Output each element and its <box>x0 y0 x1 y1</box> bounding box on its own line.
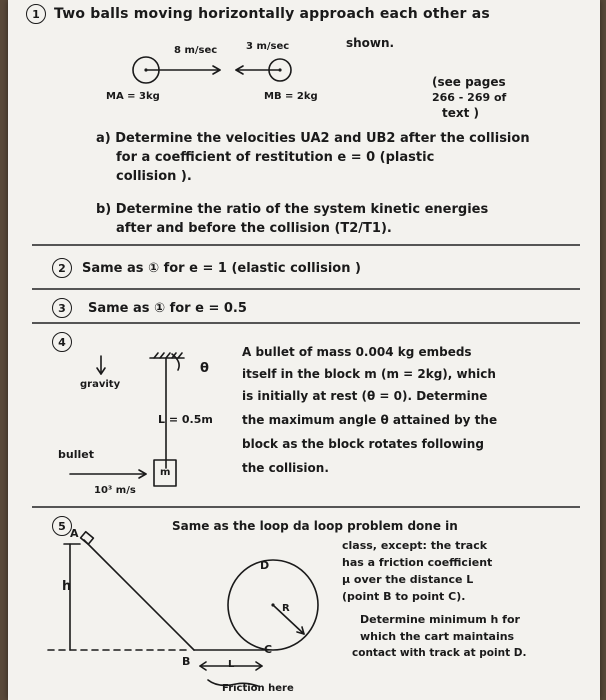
part-a-line-3: collision ). <box>116 169 192 184</box>
problem-2-number: 2 <box>52 258 72 278</box>
part-b-line-2: after and before the collision (T2/T1). <box>116 221 392 236</box>
divider-2 <box>32 288 580 290</box>
problem-5-line-8: contact with track at point D. <box>352 647 527 659</box>
problem-1-shown: shown. <box>346 36 395 50</box>
collision-diagram <box>8 0 600 120</box>
friction-label: Friction here <box>222 683 294 694</box>
mass-b-label: MB = 2kg <box>264 91 318 102</box>
worksheet-page <box>8 0 600 700</box>
bullet-label: bullet <box>58 448 94 461</box>
problem-4-line-3: is initially at rest (θ = 0). Determine <box>242 389 488 403</box>
speed-a-label: 8 m/sec <box>174 45 218 56</box>
length-label: L <box>228 659 235 670</box>
problem-5-line-3: has a friction coefficient <box>342 556 493 569</box>
speed-b-label: 3 m/sec <box>246 41 290 52</box>
problem-5-line-4: μ over the distance L <box>342 573 474 586</box>
point-c-label: C <box>264 643 273 656</box>
problem-1-number: 1 <box>26 4 46 24</box>
theta-label: θ <box>200 361 209 376</box>
problem-5-line-7: which the cart maintains <box>360 630 515 643</box>
problem-4-number: 4 <box>52 332 72 352</box>
point-d-label: D <box>260 559 270 572</box>
problem-4-line-2: itself in the block m (m = 2kg), which <box>242 367 496 381</box>
radius-label: R <box>282 603 290 614</box>
problem-1-title: Two balls moving horizontally approach each other as <box>54 6 490 22</box>
problem-5-line-6: Determine minimum h for <box>360 613 520 626</box>
mass-a-label: MA = 3kg <box>106 91 160 102</box>
pendulum-diagram <box>8 330 258 500</box>
incline-track <box>84 540 194 650</box>
block-mass-label: m <box>160 467 171 478</box>
divider-4 <box>32 506 580 508</box>
problem-3-text: Same as ① for e = 0.5 <box>88 301 247 316</box>
problem-5-line-2: class, except: the track <box>342 539 488 552</box>
see-pages-line-3: text ) <box>442 106 480 120</box>
point-b-label: B <box>182 655 191 668</box>
point-a-label: A <box>70 527 79 540</box>
gravity-label: gravity <box>80 379 121 390</box>
see-pages-line-1: (see pages <box>432 75 506 89</box>
rod-length-label: L = 0.5m <box>158 413 213 426</box>
problem-4-line-5: block as the block rotates following <box>242 437 484 451</box>
problem-4-line-6: the collision. <box>242 461 329 475</box>
problem-5-number: 5 <box>52 516 72 536</box>
bullet-speed-label: 10³ m/s <box>94 485 136 496</box>
divider-3 <box>32 322 580 324</box>
problem-3-number: 3 <box>52 298 72 318</box>
problem-4-line-4: the maximum angle θ attained by the <box>242 413 498 427</box>
see-pages-line-2: 266 - 269 of <box>432 91 507 104</box>
problem-5-line-5: (point B to point C). <box>342 590 466 603</box>
problem-2-text: Same as ① for e = 1 (elastic collision ) <box>82 261 361 276</box>
problem-4-line-1: A bullet of mass 0.004 kg embeds <box>242 345 472 359</box>
part-b-line-1: b) Determine the ratio of the system kinetic energies <box>96 202 489 217</box>
part-a-line-2: for a coefficient of restitution e = 0 (plastic <box>116 150 435 165</box>
problem-5-line-1: Same as the loop da loop problem done in <box>172 519 458 533</box>
height-label: h <box>62 579 72 594</box>
divider-1 <box>32 244 580 246</box>
part-a-line-1: a) Determine the velocities UA2 and UB2 after the collision <box>96 131 530 146</box>
